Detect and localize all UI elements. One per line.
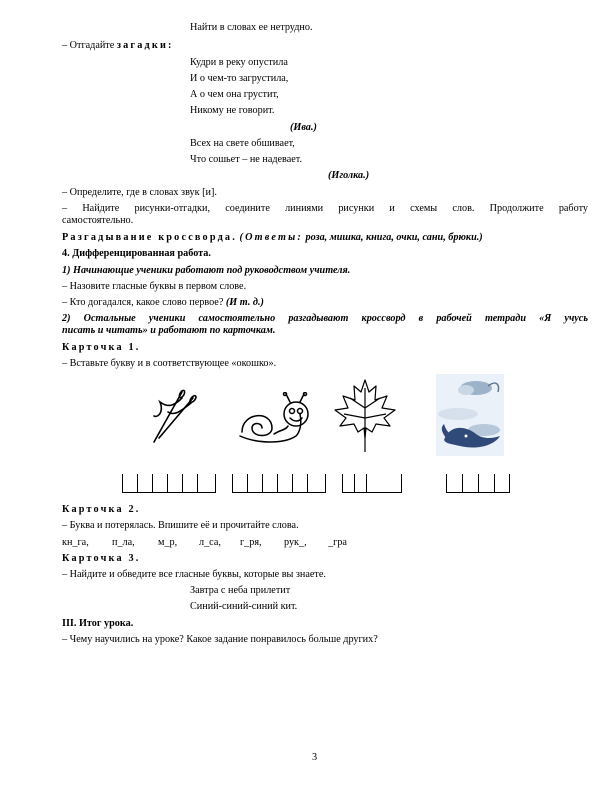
riddle-2-line-2: Что сошьет – не надевает.: [190, 154, 302, 165]
crossword-line: Разгадывание кроссворда. (Ответы: роза, мишка, книга, очки, сани, брюки.): [62, 232, 483, 243]
others-note-end: писать и читать» и работают по карточкам.: [62, 325, 276, 336]
word-item: п_ла,: [112, 537, 135, 548]
section-heading-3: III. Итог урока.: [62, 618, 134, 629]
card-1-title: Карточка 1.: [62, 342, 141, 353]
card-1-task: – Вставьте букву и в соответствующее «окошко».: [62, 358, 277, 369]
card-3-title: Карточка 3.: [62, 553, 141, 564]
pictures-task-end: самостоятельно.: [62, 215, 134, 226]
riddles-prompt: – Отгадайте загадки:: [62, 40, 174, 51]
word-item: _гра: [328, 537, 347, 548]
word-item: рук_,: [284, 537, 307, 548]
riddle-intro: Найти в словах ее нетрудно.: [190, 22, 313, 33]
needles-icon: [146, 386, 198, 444]
vowels-question: – Назовите гласные буквы в первом слове.: [62, 281, 247, 292]
first-word-question: – Кто догадался, какое слово первое? (И т. д.): [62, 297, 264, 308]
page-number: 3: [312, 752, 318, 763]
winter-whale-icon: [436, 374, 504, 456]
card-2-title: Карточка 2.: [62, 504, 141, 515]
word-item: кн_га,: [62, 537, 89, 548]
word-scheme-1: [122, 474, 216, 493]
sound-task: – Определите, где в словах звук [и].: [62, 187, 217, 198]
riddle-2-line-1: Всех на свете обшивает,: [190, 138, 295, 149]
snail-icon: [238, 392, 314, 448]
riddle-1-line-1: Кудри в реку опустила: [190, 57, 288, 68]
riddle-1-line-2: И о чем-то загрустила,: [190, 73, 289, 84]
word-scheme-4: [446, 474, 510, 493]
word-item: м_р,: [158, 537, 178, 548]
word-item: г_ря,: [240, 537, 262, 548]
leaf-icon: [332, 378, 398, 454]
word-scheme-3: [342, 474, 402, 493]
poem-line-1: Завтра с неба прилетит: [190, 585, 291, 596]
card-2-task: – Буква и потерялась. Впишите её и прочитайте слова.: [62, 520, 299, 531]
word-scheme-2: [232, 474, 326, 493]
riddle-2-answer: (Иголка.): [328, 170, 370, 181]
pictures-task: – Найдите рисунки-отгадки, соедините линиями рисунки и схемы слов. Продолжите работу: [62, 203, 588, 214]
others-note: 2) Остальные ученики самостоятельно разгадывают кроссворд в рабочей тетради «Я учусь: [62, 313, 588, 324]
summary-question: – Чему научились на уроке? Какое задание понравилось больше других?: [62, 634, 378, 645]
word-item: л_са,: [199, 537, 221, 548]
beginners-note: 1) Начинающие ученики работают под руководством учителя.: [62, 265, 351, 276]
card-3-task: – Найдите и обведите все гласные буквы, которые вы знаете.: [62, 569, 326, 580]
section-heading-4: 4. Дифференцированная работа.: [62, 248, 211, 259]
riddle-1-line-3: А о чем она грустит,: [190, 89, 279, 100]
riddle-1-line-4: Никому не говорит.: [190, 105, 275, 116]
poem-line-2: Синий-синий-синий кит.: [190, 601, 298, 612]
riddle-1-answer: (Ива.): [290, 122, 317, 133]
